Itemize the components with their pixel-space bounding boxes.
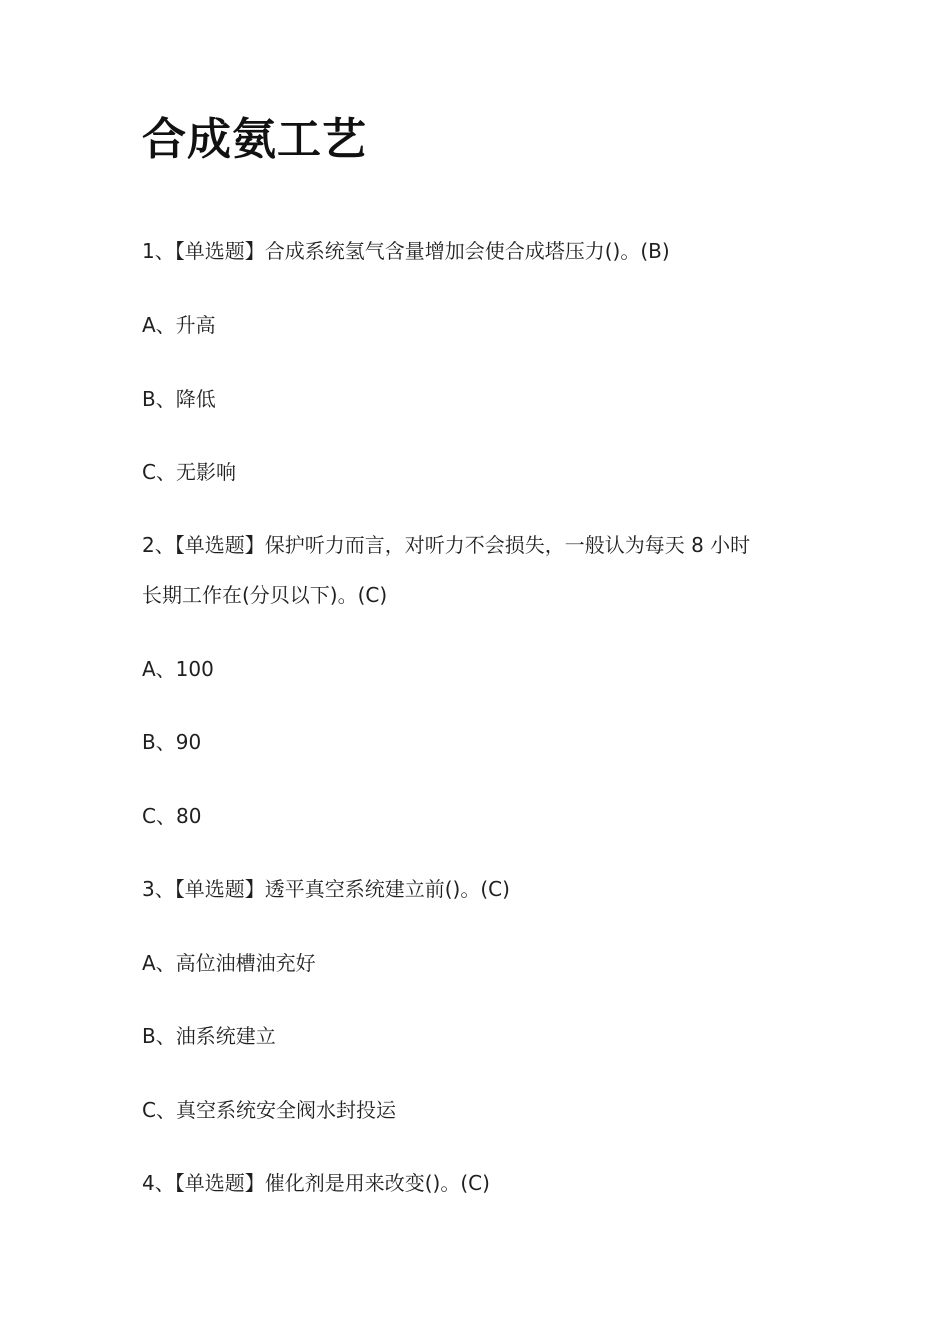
question-2-option-b: B、90 [142,730,202,754]
question-2-option-c: C、80 [142,804,202,828]
question-3-option-c: C、真空系统安全阀水封投运 [142,1098,396,1122]
page-title: 合成氨工艺 [142,114,367,165]
question-4-stem: 4、【单选题】催化剂是用来改变()。(C) [142,1171,490,1195]
question-3-stem: 3、【单选题】透平真空系统建立前()。(C) [142,877,510,901]
question-1-stem: 1、【单选题】合成系统氢气含量增加会使合成塔压力()。(B) [142,239,670,263]
question-1-option-a: A、升高 [142,313,216,337]
question-1-option-c: C、无影响 [142,460,236,484]
question-3-option-b: B、油系统建立 [142,1024,276,1048]
question-2-stem-line-1: 2、【单选题】保护听力而言，对听力不会损失，一般认为每天 8 小时 [142,533,751,557]
question-3-option-a: A、高位油槽油充好 [142,951,316,975]
question-2-stem-line-2: 长期工作在(分贝以下)。(C) [142,583,388,607]
question-1-option-b: B、降低 [142,387,216,411]
question-2-option-a: A、100 [142,657,214,681]
